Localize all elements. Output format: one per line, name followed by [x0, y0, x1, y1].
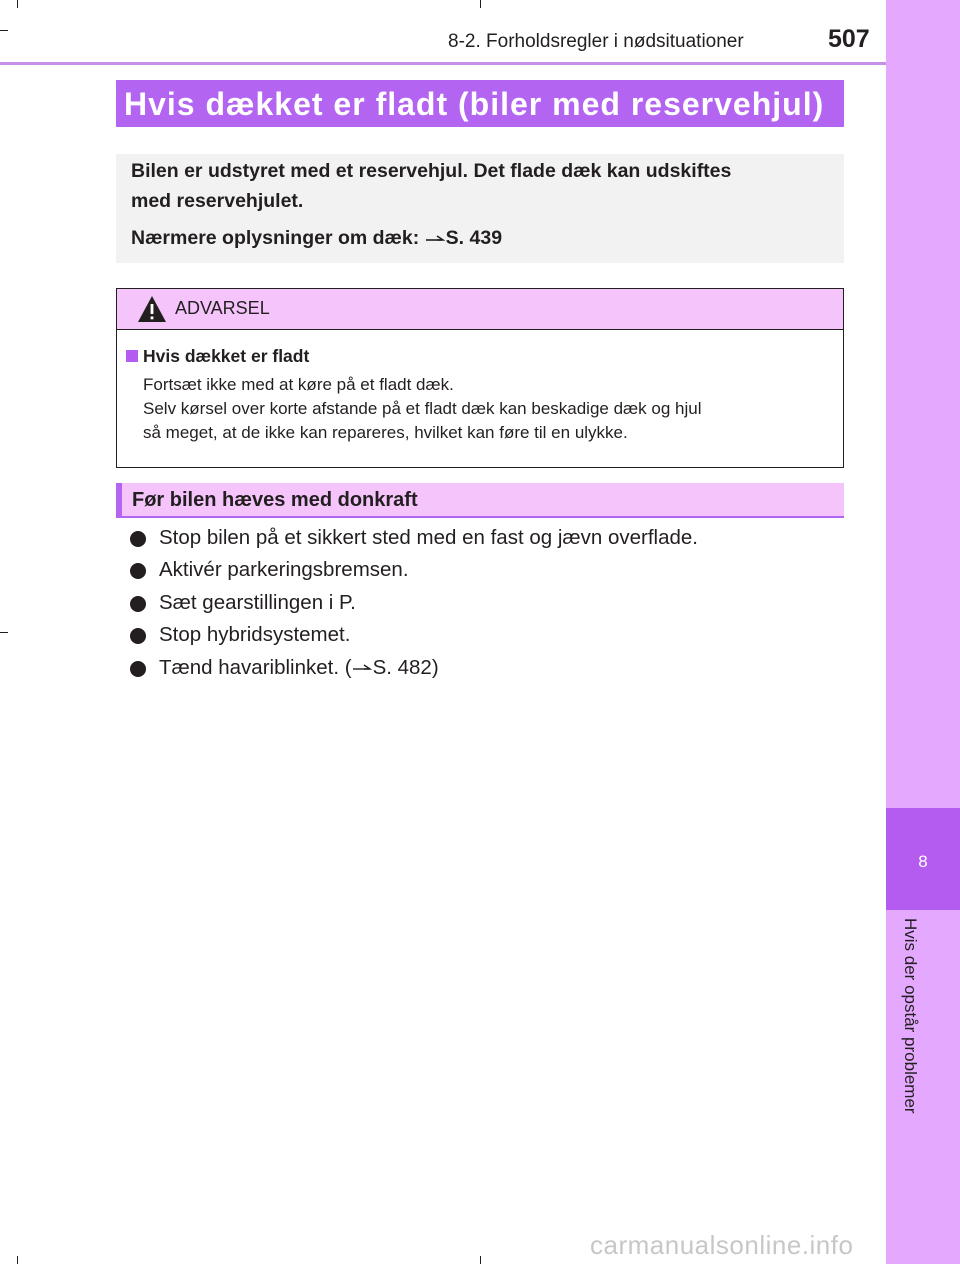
- page-title-bar: [116, 80, 844, 127]
- intro-reference-link[interactable]: S. 439: [445, 227, 503, 249]
- warning-label: ADVARSEL: [175, 298, 270, 318]
- intro-reference-line: [131, 227, 502, 250]
- intro-line: med reservehjulet.: [131, 190, 304, 212]
- chapter-number: 8: [918, 852, 928, 871]
- warning-box: [116, 288, 844, 468]
- reference-arrow-icon: [425, 234, 445, 244]
- crop-mark: [0, 632, 8, 633]
- warning-text-line: Selv kørsel over korte afstande på et fladt dæk kan beskadige dæk og hjul: [143, 399, 702, 418]
- list-item-text: Stop bilen på et sikkert sted med en fast og jævn overflade.: [159, 526, 698, 549]
- intro-reference-label: Nærmere oplysninger om dæk:: [131, 227, 425, 249]
- section-label: 8-2. Forholdsregler i nødsituationer: [448, 31, 744, 52]
- list-item-reference-link[interactable]: S. 482): [372, 655, 439, 679]
- bullet-icon: [130, 596, 146, 612]
- bullet-icon: [130, 628, 146, 644]
- crop-mark: [480, 1256, 481, 1264]
- warning-subheading: Hvis dækket er fladt: [143, 346, 310, 366]
- reference-arrow-icon: [352, 663, 372, 673]
- bullet-icon: [130, 563, 146, 579]
- page-number: 507: [828, 25, 870, 53]
- intro-line: Bilen er udstyret med et reservehjul. Det flade dæk kan udskiftes: [131, 160, 732, 182]
- warning-header: [117, 289, 843, 330]
- warning-text-line: så meget, at de ikke kan repareres, hvilket kan føre til en ulykke.: [143, 423, 628, 442]
- section-header-accent: [116, 483, 122, 518]
- list-item-text: [159, 656, 439, 680]
- intro-box: [116, 154, 844, 263]
- crop-mark: [0, 30, 8, 31]
- section-heading: Før bilen hæves med donkraft: [132, 489, 418, 511]
- warning-text-line: Fortsæt ikke med at køre på et fladt dæk.: [143, 375, 454, 394]
- chapter-title: Hvis der opstår problemer: [901, 918, 920, 1114]
- section-header: [116, 483, 844, 518]
- list-item-text: Aktivér parkeringsbremsen.: [159, 558, 409, 582]
- bullet-icon: [130, 531, 146, 547]
- warning-bullet-square-icon: [126, 350, 138, 362]
- crop-mark: [17, 1256, 18, 1264]
- page-title: Hvis dækket er fladt (biler med reservehjul): [124, 86, 825, 122]
- crop-mark: [480, 0, 481, 8]
- warning-triangle-icon: [137, 294, 167, 324]
- crop-mark: [17, 0, 18, 8]
- list-item-text: Stop hybridsystemet.: [159, 623, 351, 647]
- watermark: carmanualsonline.info: [590, 1230, 854, 1260]
- chapter-number-tab: [886, 808, 960, 910]
- list-item-prefix: Tænd havariblinket. (: [159, 655, 352, 679]
- list-item-text: Sæt gearstillingen i P.: [159, 590, 356, 614]
- header-rule: [0, 62, 886, 65]
- bullet-icon: [130, 661, 146, 677]
